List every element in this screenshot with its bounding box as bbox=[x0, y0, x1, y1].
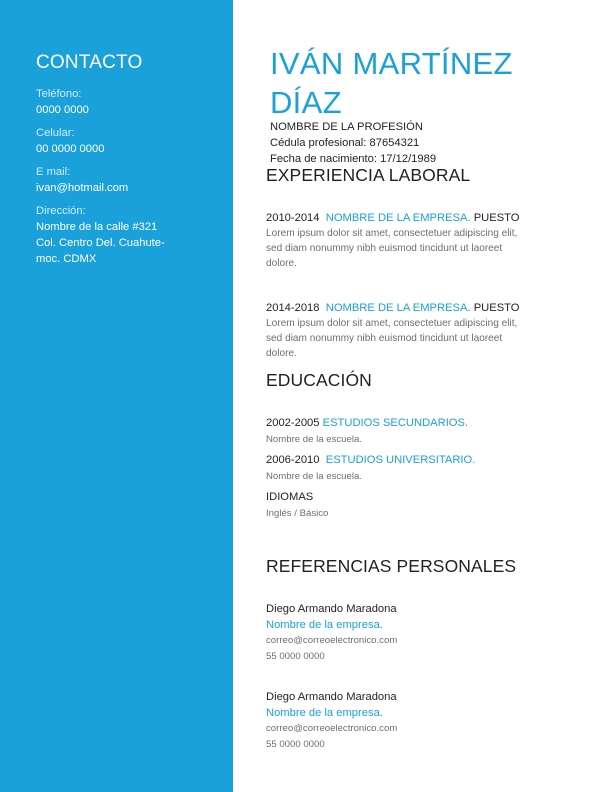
job-entry bbox=[266, 301, 566, 361]
education-school: Nombre de la escuela. bbox=[266, 434, 362, 445]
job-description-line: sed diam nonummy nibh euismod tincidunt ut laoreet bbox=[266, 243, 503, 254]
job-description-line: dolore. bbox=[266, 258, 297, 269]
education-title: EDUCACIÓN bbox=[266, 370, 372, 390]
job-description bbox=[266, 226, 566, 271]
address-line-2: Col. Centro Del. Cuahute- bbox=[36, 237, 165, 249]
reference-phone: 55 0000 0000 bbox=[266, 651, 325, 662]
phone-label: Teléfono: bbox=[36, 88, 82, 100]
languages-value: Inglés / Básico bbox=[266, 508, 329, 519]
reference-name: Diego Armando Maradona bbox=[266, 691, 397, 703]
contact-heading: CONTACTO bbox=[36, 52, 143, 73]
contact-sidebar bbox=[0, 0, 233, 792]
job-description-line: Lorem ipsum dolor sit amet, consectetuer adipiscing elit, bbox=[266, 228, 518, 239]
job-position: PUESTO bbox=[473, 212, 520, 224]
education-header bbox=[266, 416, 566, 430]
job-description bbox=[266, 316, 566, 361]
contact-cell bbox=[36, 125, 104, 157]
reference-phone: 55 0000 0000 bbox=[266, 739, 325, 750]
professional-license: Cédula profesional: 87654321 bbox=[270, 137, 420, 149]
name-line-2: DÍAZ bbox=[270, 85, 342, 120]
address-line-1: Nombre de la calle #321 bbox=[36, 221, 158, 233]
experience-title: EXPERIENCIA LABORAL bbox=[266, 165, 471, 185]
reference-company: Nombre de la empresa. bbox=[266, 619, 383, 631]
education-years: 2002-2005 bbox=[266, 417, 320, 429]
reference-company: Nombre de la empresa. bbox=[266, 707, 383, 719]
cell-value: 00 0000 0000 bbox=[36, 143, 105, 155]
job-company: NOMBRE DE LA EMPRESA. bbox=[325, 302, 471, 314]
reference-email: correo@correoelectronico.com bbox=[266, 635, 398, 646]
profile-block bbox=[270, 119, 436, 167]
contact-phone bbox=[36, 86, 89, 118]
resume-main bbox=[233, 0, 612, 792]
reference-entry bbox=[266, 689, 566, 753]
job-description-line: sed diam nonummy nibh euismod tincidunt ut laoreet bbox=[266, 333, 503, 344]
education-school: Nombre de la escuela. bbox=[266, 471, 362, 482]
candidate-name bbox=[270, 44, 570, 122]
job-position: PUESTO bbox=[473, 302, 520, 314]
contact-email bbox=[36, 164, 128, 196]
job-description-line: dolore. bbox=[266, 348, 297, 359]
education-entry bbox=[266, 416, 566, 447]
languages-title: IDIOMAS bbox=[266, 491, 314, 503]
languages-entry bbox=[266, 490, 566, 521]
job-years: 2014-2018 bbox=[266, 302, 320, 314]
email-label: E mail: bbox=[36, 166, 71, 178]
job-years: 2010-2014 bbox=[266, 212, 320, 224]
reference-name: Diego Armando Maradona bbox=[266, 603, 397, 615]
address-label: Dirección: bbox=[36, 205, 86, 217]
job-entry bbox=[266, 211, 566, 271]
name-line-1: IVÁN MARTÍNEZ bbox=[270, 46, 513, 81]
contact-address bbox=[36, 203, 165, 267]
birthdate: Fecha de nacimiento: 17/12/1989 bbox=[270, 153, 437, 165]
reference-email: correo@correoelectronico.com bbox=[266, 723, 398, 734]
job-header bbox=[266, 211, 566, 225]
job-header bbox=[266, 301, 566, 315]
profession: NOMBRE DE LA PROFESIÓN bbox=[270, 121, 423, 133]
phone-value: 0000 0000 bbox=[36, 104, 89, 116]
references-title: REFERENCIAS PERSONALES bbox=[266, 556, 517, 576]
education-header bbox=[266, 453, 566, 467]
education-degree: ESTUDIOS SECUNDARIOS. bbox=[322, 417, 469, 429]
address-line-3: moc. CDMX bbox=[36, 253, 97, 265]
reference-entry bbox=[266, 601, 566, 665]
education-entry bbox=[266, 453, 566, 484]
education-degree: ESTUDIOS UNIVERSITARIO. bbox=[325, 454, 476, 466]
job-description-line: Lorem ipsum dolor sit amet, consectetuer adipiscing elit, bbox=[266, 318, 518, 329]
email-value: ivan@hotmail.com bbox=[36, 182, 129, 194]
education-years: 2006-2010 bbox=[266, 454, 320, 466]
cell-label: Celular: bbox=[36, 127, 75, 139]
job-company: NOMBRE DE LA EMPRESA. bbox=[325, 212, 471, 224]
